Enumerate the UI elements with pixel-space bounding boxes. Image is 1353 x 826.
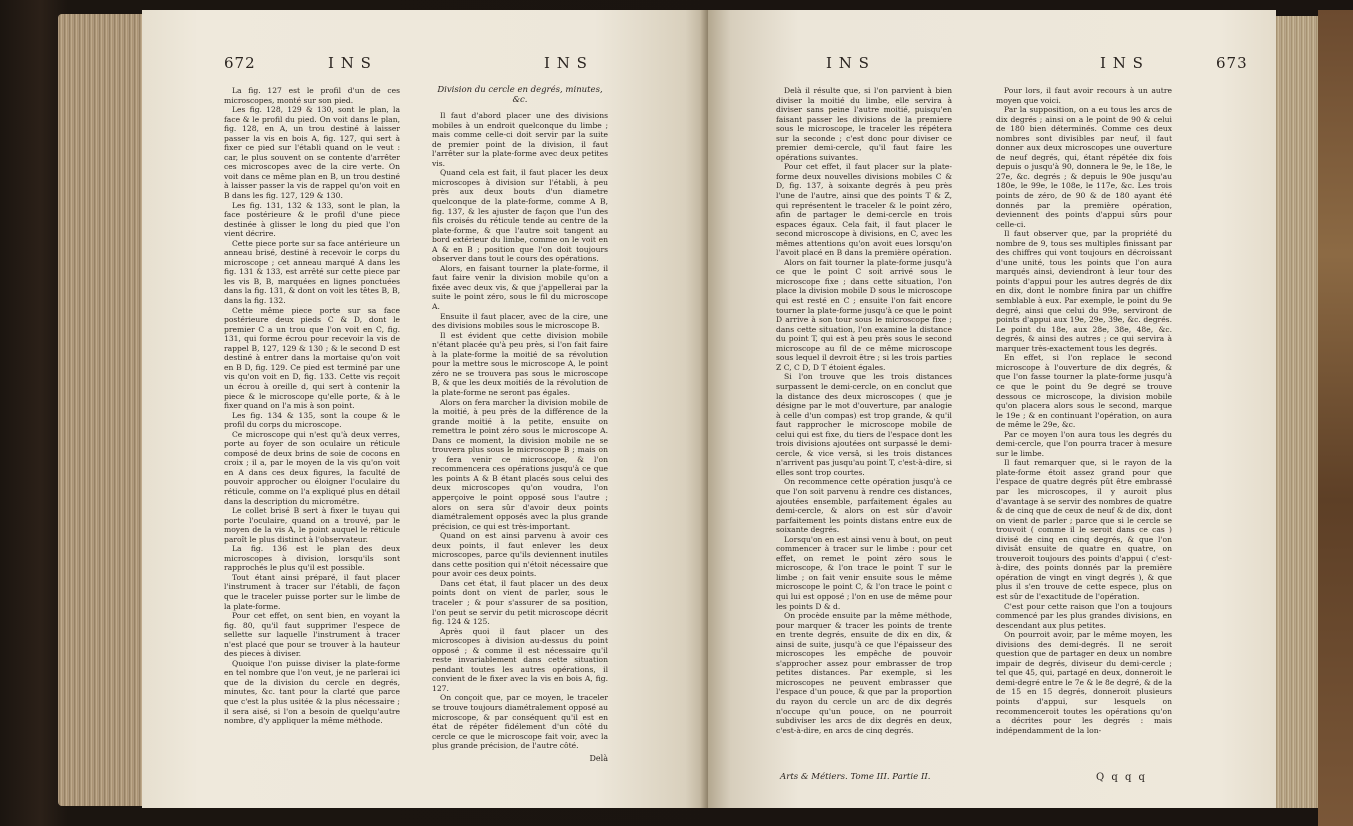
paragraph: Pour cet effet, on sent bien, en voyant la fig. 80, qu'il faut supprimer l'espece de sellette sur laquelle l'instrument à tracer n'est placé que pour se trouver à la hauteur des pieces à diviser. [224,611,400,659]
paragraph: On procède ensuite par la même méthode, pour marquer & tracer les points de trente en trente degrés, ensuite de dix en dix, & ainsi de suite, jusqu'à ce que l'épaisseur des microscopes les empêche de pouvoir s'approcher assez pour embrasser de trop petites distances. Par exemple, si les microscopes ne peuvent embrasser que l'espace d'un pouce, & que par la proportion du rayon du cercle un arc de dix degrés n'occupe qu'un pouce, on ne pourroit subdiviser les arcs de dix degrés en deux, c'est-à-dire, en arcs de cinq degrés. [776,611,952,735]
paragraph: Après quoi il faut placer un des microscopes à division au-dessus du point opposé ; & comme il est nécessaire qu'il reste invariablement dans cette situation pendant toutes les autres opérations, il convient de le fixer avec la vis en bois A, fig. 127. [432,626,608,693]
paragraph: Dans cet état, il faut placer un des deux points dont on vient de parler, sous le traceler ; & pour s'assurer de sa position, l'on peut se servir du petit microscope décrit fig. 124 & 125. [432,578,608,627]
paragraph: Ensuite il faut placer, avec de la cire, une des divisions mobiles sous le microscope B. [432,311,608,331]
paragraph: Delà il résulte que, si l'on parvient à bien diviser la moitié du limbe, elle servira à diviser sans peine l'autre moitié, puisqu'en faisant passer les divisions de la premiere sous le microscope, le traceler les répétera sur la seconde ; c'est donc pour diviser ce premier demi-cercle, qu'il faut faire les opérations suivantes. [776,86,952,162]
paragraph: Ce microscope qui n'est qu'à deux verres, porte au foyer de son oculaire un réticule composé de deux brins de soie de cocons en croix ; il a, par le moyen de la vis qu'on voit en A dans ces deux figures, la faculté de pouvoir approcher ou éloigner l'oculaire du réticule, comme on l'a expliqué plus en détail dans la description du micrométre. [224,429,400,506]
page-edges-left [58,14,150,806]
right-page-column-2 [996,86,1172,735]
paragraph: Il faut d'abord placer une des divisions mobiles à un endroit quelconque du limbe ; mais comme celle-ci doit servir par la suite de premier point de la division, il faut l'arrêter sur la plate-forme avec deux petites vis. [432,111,608,168]
page-number: 673 [1216,54,1248,72]
running-head-left: I N S [826,54,870,72]
book-cover-edge [1318,10,1353,826]
paragraph: Cette même piece porte sur sa face postérieure deux pieds C & D, dont le premier C a un trou que l'on voit en C, fig. 131, qui forme écrou pour recevoir la vis de rappel B, 127, 129 & 130 ; & le second D est destiné à entrer dans la mortaise qu'on voit en B D, fig. 129. Ce pied est terminé par une vis qu'on voit en D, fig. 133. Cette vis reçoit un écrou à oreille d, qui sert à contenir la piece & le microscope qu'elle porte, & à le fixer quand on l'a mis à son point. [224,305,400,411]
paragraph: Pour lors, il faut avoir recours à un autre moyen que voici. [996,86,1172,105]
page-number: 672 [224,54,256,72]
right-page-column-1 [776,86,952,735]
paragraph: C'est pour cette raison que l'on a toujours commencé par les plus grandes divisions, en descendant aux plus petites. [996,601,1172,630]
section-heading: Division du cercle en degrés, minutes, &c. [437,85,603,105]
paragraph: Le collet brisé B sert à fixer le tuyau qui porte l'oculaire, quand on a trouvé, par le moyen de la vis A, le point auquel le réticule paroît le plus distinct à l'observateur. [224,506,400,544]
running-head-right: I N S [1100,54,1144,72]
paragraph: Quoique l'on puisse diviser la plate-forme en tel nombre que l'on veut, je ne parlerai ici que de la division du cercle en degrés, minutes, &c. tant pour la clarté que parce que c'est la plus usitée & la plus nécessaire ; il sera aisé, si l'on a besoin de quelqu'autre nombre, d'y appliquer la même méthode. [224,658,400,726]
paragraph: Les fig. 128, 129 & 130, sont le plan, la face & le profil du pied. On voit dans le plan, fig. 128, en A, un trou destiné à laisser passer la vis en bois A, fig. 127, qui sert à fixer ce pied sur l'établi quand on le veut : car, le plus souvent on se contente d'arrêter ces microscopes avec de la cire verte. On voit dans ce même plan en B, un trou destiné à laisser passer la vis de rappel qu'on voit en B dans les fig. 127, 129 & 130. [224,105,400,201]
paragraph: Alors, en faisant tourner la plate-forme, il faut faire venir la division mobile qu'on a fixée avec deux vis, & que j'appellerai par la suite le point zéro, sous le fil du microscope A. [432,263,608,312]
running-head-left: I N S [328,54,372,72]
paragraph: Lorsqu'on en est ainsi venu à bout, on peut commencer à tracer sur le limbe : pour cet effet, on remet le point zéro sous le microscope, & l'on trace le point T sur le limbe ; on fait venir ensuite sous le même microscope le point C, & l'on trace le point c qui lui est opposé ; l'on en use de même pour les points D & d. [776,534,952,611]
catchword: Delà [589,753,608,763]
page-edges-right [1275,16,1323,808]
paragraph: Cette piece porte sur sa face antérieure un anneau brisé, destiné à recevoir le corps du microscope ; cet anneau marqué A dans les fig. 131 & 133, est arrêté sur cette piece par les vis B, B, marquées en lignes ponctuées dans la fig. 131, & dont on voit les têtes B, B, dans la fig. 132. [224,238,400,306]
left-page-column-2 [432,86,608,763]
paragraph: Par la supposition, on a eu tous les arcs de dix degrés ; ainsi on a le point de 90 & celui de 180 bien déterminés. Comme ces deux nombres sont divisibles par neuf, il faut donner aux deux microscopes une ouverture de neuf degrés, qui, étant répétée dix fois depuis o jusqu'à 90, donnera le 9e, le 18e, le 27e, &c. degrés ; & depuis le 90e jusqu'au 180e, le 99e, le 108e, le 117e, &c. Les trois points de zéro, de 90 & de 180 ayant été donnés par la première opération, deviennent des points d'appui sûrs pour celle-ci. [996,105,1172,229]
signature-mark: Q q q q [1096,772,1147,783]
paragraph: Si l'on trouve que les trois distances surpassent le demi-cercle, on en conclut que la distance des deux microscopes ( que je désigne par le mot d'ouverture, par analogie à celle d'un compas) est trop grande, & qu'il faut rapprocher le microscope mobile de celui qui est fixe, du tiers de l'espace dont les trois divisions ajoutées ont surpassé le demi-cercle, & vice versâ, si les trois distances n'arrivent pas jusqu'au point T, c'est-à-dire, si elles sont trop courtes. [776,372,952,477]
paragraph: Alors on fera marcher la division mobile de la moitié, à peu près de la différence de la grande moitié à la petite, ensuite on remettra le point zéro sous le microscope A. Dans ce moment, la division mobile ne se trouvera plus sous le microscope B ; mais on y fera venir ce microscope, & l'on recommencera ces opérations jusqu'à ce que les points A & B étant placés sous celui des deux microscopes qu'on voudra, l'on apperçoive le point opposé sous l'autre ; alors on sera sûr d'avoir deux points diamétralement opposés avec la plus grande précision, ce qui est très-important. [432,397,608,531]
paragraph: Tout étant ainsi préparé, il faut placer l'instrument à tracer sur l'établi, de façon que le traceler puisse porter sur le limbe de la plate-forme. [224,572,400,611]
right-page [708,10,1276,808]
paragraph: Les fig. 134 & 135, sont la coupe & le profil du corps du microscope. [224,410,400,430]
paragraph: Pour cet effet, il faut placer sur la plate-forme deux nouvelles divisions mobiles C & D, fig. 137, à soixante degrés à peu près l'une de l'autre, ainsi que des points T & Z, qui représentent le traceler & le point zéro, afin de partager le demi-cercle en trois espaces égaux. Cela fait, il faut placer le second microscope à divisions, en C, avec les mêmes attentions qu'on avoit eues lorsqu'on l'avoit placé en B dans la première opération. [776,162,952,258]
paragraph: Par ce moyen l'on aura tous les degrés du demi-cercle, que l'on pourra tracer à mesure sur le limbe. [996,429,1172,458]
paragraph: Quand on est ainsi parvenu à avoir ces deux points, il faut enlever les deux microscopes, parce qu'ils deviennent inutiles dans cette position qui n'étoit nécessaire que pour avoir ces deux points. [432,531,608,579]
paragraph: Alors on fait tourner la plate-forme jusqu'à ce que le point C soit arrivé sous le microscope fixe ; dans cette situation, l'on place la division mobile D sous le microscope qui est resté en C ; ensuite l'on fait encore tourner la plate-forme jusqu'à ce que le point D arrive à son tour sous le microscope fixe ; dans cette situation, l'on examine la distance du point T, qui est à peu près sous le second microscope au fil de ce même microscope sous lequel il devroit être ; si les trois parties Z C, C D, D T étoient égales. [776,257,952,372]
paragraph: Il est évident que cette division mobile n'étant placée qu'à peu près, si l'on fait faire à la plate-forme la moitié de sa révolution pour la mettre sous le microscope A, le point zéro ne se trouvera pas sous le microscope B, & que les deux moitiés de la révolution de la plate-forme ne seront pas égales. [432,330,608,397]
paragraph: On recommence cette opération jusqu'à ce que l'on soit parvenu à rendre ces distances, ajoutées ensemble, parfaitement égales au demi-cercle, & alors on est sûr d'avoir parfaitement les points distans entre eux de soixante degrés. [776,477,952,535]
paragraph: La fig. 136 est le plan des deux microscopes à division, lorsqu'ils sont rapprochés le plus qu'il est possible. [224,544,400,573]
paragraph: On conçoit que, par ce moyen, le traceler se trouve toujours diamétralement opposé au microscope, & par conséquent qu'il est en état de répéter fidélement d'un côté du cercle ce que le microscope fait voir, avec la plus grande précision, de l'autre côté. [432,693,608,751]
paragraph: Il faut observer que, par la propriété du nombre de 9, tous ses multiples finissant par des chiffres qui vont toujours en décroissant d'une unité, tous les points que l'on aura marqués ainsi, deviendront à leur tour des points d'appui pour les autres degrés de dix en dix, dont le nombre finira par un chiffre semblable à eux. Par exemple, le point du 9e degré, ainsi que celui du 99e, serviront de points d'appui aux 19e, 29e, 39e, &c. degrés. Le point du 18e, aux 28e, 38e, 48e, &c. degrés, & ainsi des autres ; ce qui servira à marquer très-exactement tous les degrés. [996,229,1172,353]
paragraph: Les fig. 131, 132 & 133, sont le plan, la face postérieure & le profil d'une piece destinée à glisser le long du pied que l'on vient décrire. [224,200,400,239]
running-head-right: I N S [544,54,588,72]
left-page-column-1 [224,86,400,726]
footer-volume-line: Arts & Métiers. Tome III. Partie II. [780,772,931,782]
paragraph: Il faut remarquer que, si le rayon de la plate-forme étoit assez grand pour que l'espace de quatre degrés pût être embrassé par les microscopes, il y auroit plus d'avantage à se servir des nombres de quatre & de cinq que de ceux de neuf & de dix, dont on vient de parler ; parce que si le cercle se trouvoit ( comme il le seroit dans ce cas ) divisé de cinq en cinq degrés, & que l'on divisât ensuite de quatre en quatre, on trouveroit toujours des points d'appui ( c'est-à-dire, des points donnés par la première opération de vingt en vingt degrés ), & que plus il s'en trouve de cette espece, plus on est sûr de l'exactitude de l'opération. [996,458,1172,601]
paragraph: Quand cela est fait, il faut placer les deux microscopes à division sur l'établi, à peu près aux deux bouts d'un diametre quelconque de la plate-forme, comme A B, fig. 137, & les ajuster de façon que l'un des fils croisés du réticule tende au centre de la plate-forme, & que l'autre soit tangent au bord extérieur du limbe, comme on le voit en A & en B ; position que l'on doit toujours observer dans tout le cours des opérations. [432,168,608,264]
left-page [142,10,708,808]
paragraph: En effet, si l'on replace le second microscope à l'ouverture de dix degrés, & que l'on fasse tourner la plate-forme jusqu'à ce que le point du 9e degré se trouve dessous ce microscope, la division mobile qu'on placera alors sous le second, marque le 19e ; & en continuant l'opération, on aura de même le 29e, &c. [996,353,1172,430]
paragraph: On pourroit avoir, par le même moyen, les divisions des demi-degrés. Il ne seroit question que de partager en deux un nombre impair de degrés, diviseur du demi-cercle ; tel que 45, qui, partagé en deux, donneroit le demi-degré entre le 7e & le 8e degré, & de la de 15 en 15 degrés, donneroit plusieurs points d'appui, sur lesquels on recommenceroit toutes les opérations qu'on a décrites pour les degrés : mais indépendamment de la lon- [996,630,1172,735]
paragraph: La fig. 127 est le profil d'un de ces microscopes, monté sur son pied. [224,86,400,105]
